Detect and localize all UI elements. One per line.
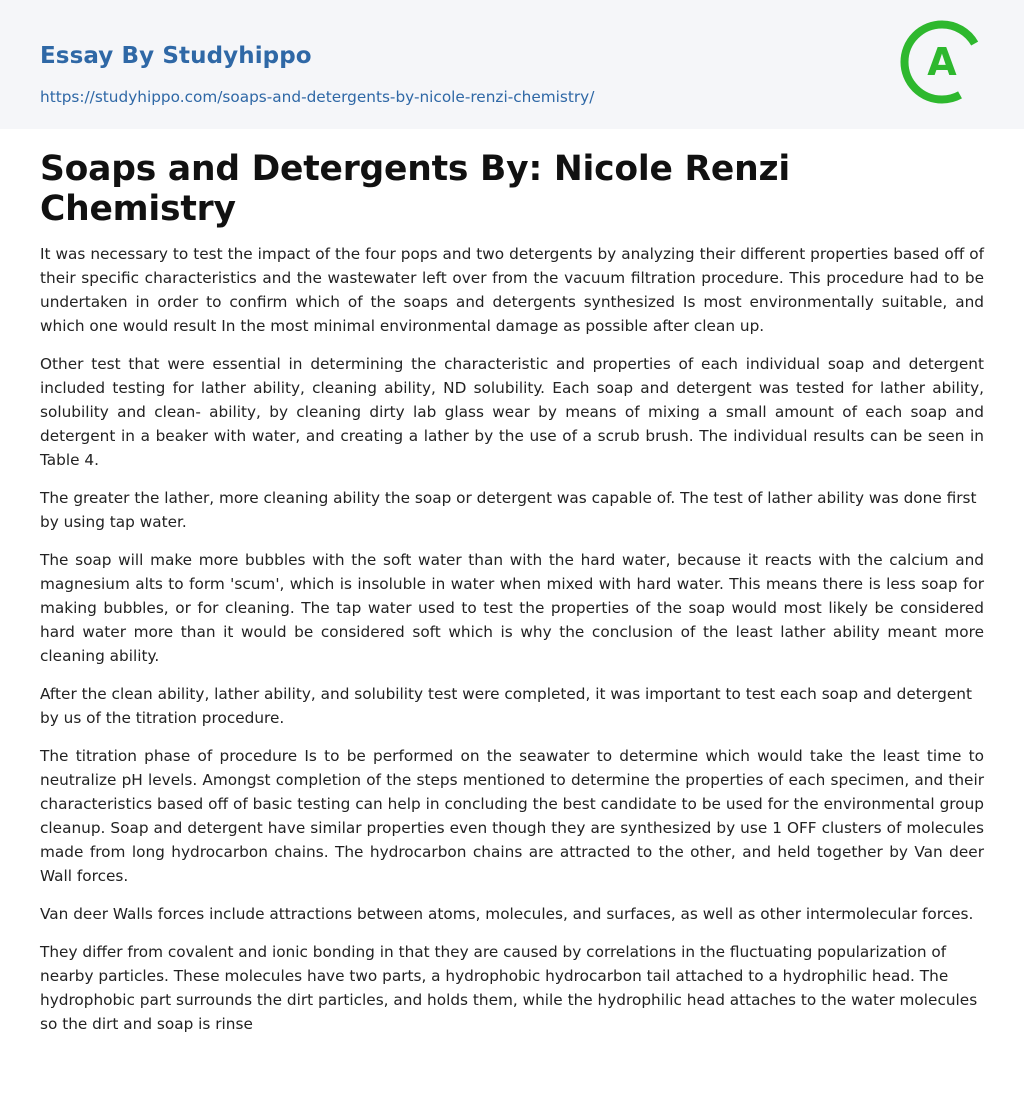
site-header — [0, 0, 1024, 129]
logo-letter: A — [927, 40, 957, 84]
paragraph: They differ from covalent and ionic bonding in that they are caused by correlations in the fluctuating popularization of nearby particles. These molecules have two parts, a hydrophobic hydrocarbon tail attached to a hydrophilic head. The hydrophobic part surrounds the dirt particles, and holds them, while the hydrophilic head attaches to the water molecules so the dirt and soap is rinse — [40, 943, 978, 1033]
source-link[interactable]: https://studyhippo.com/soaps-and-detergents-by-nicole-renzi-chemistry/ — [40, 88, 595, 106]
paragraph: The titration phase of procedure Is to be performed on the seawater to determine which would take the least time to neutralize pH levels. Amongst completion of the steps mentioned to determine the properties of each specimen, and their characteristics based off of basic testing can help in concluding the best candidate to be used for the environmental group cleanup. Soap and detergent have similar properties even though they are synthesized by use 1 OFF clusters of molecules made from long hydrocarbon chains. The hydrocarbon chains are attracted to the other, and held together by Van deer Wall forces. — [40, 747, 984, 885]
studyhippo-logo-icon[interactable] — [900, 20, 984, 104]
paragraph: After the clean ability, lather ability, and solubility test were completed, it was important to test each soap and detergent by us of the titration procedure. — [40, 685, 972, 727]
paragraph: The greater the lather, more cleaning ability the soap or detergent was capable of. The test of lather ability was done first by using tap water. — [40, 489, 977, 531]
page-title: Soaps and Detergents By: Nicole Renzi Chemistry — [40, 149, 790, 229]
paragraph: It was necessary to test the impact of the four pops and two detergents by analyzing their different properties based off of their specific characteristics and the wastewater left over from the vacuum filtration procedure. This procedure had to be undertaken in order to confirm which of the soaps and detergents synthesized Is most environmentally suitable, and which one would result In the most minimal environmental damage as possible after clean up. — [40, 245, 984, 335]
paragraph: Van deer Walls forces include attractions between atoms, molecules, and surfaces, as well as other intermolecular forces. — [40, 905, 974, 923]
paragraph: Other test that were essential in determining the characteristic and properties of each individual soap and detergent included testing for lather ability, cleaning ability, ND solubility. Each soap and detergent was tested for lather ability, solubility and clean- ability, by cleaning dirty lab glass wear by means of mixing a small amount of each soap and detergent in a beaker with water, and creating a lather by the use of a scrub brush. The individual results can be seen in Table 4. — [40, 355, 984, 469]
site-title[interactable]: Essay By Studyhippo — [40, 43, 312, 69]
paragraph: The soap will make more bubbles with the soft water than with the hard water, because it reacts with the calcium and magnesium alts to form 'scum', which is insoluble in water when mixed with hard water. This means there is less soap for making bubbles, or for cleaning. The tap water used to test the properties of the soap would most likely be considered hard water more than it would be considered soft which is why the conclusion of the least lather ability meant more cleaning ability. — [40, 551, 984, 665]
article — [0, 149, 1024, 1036]
